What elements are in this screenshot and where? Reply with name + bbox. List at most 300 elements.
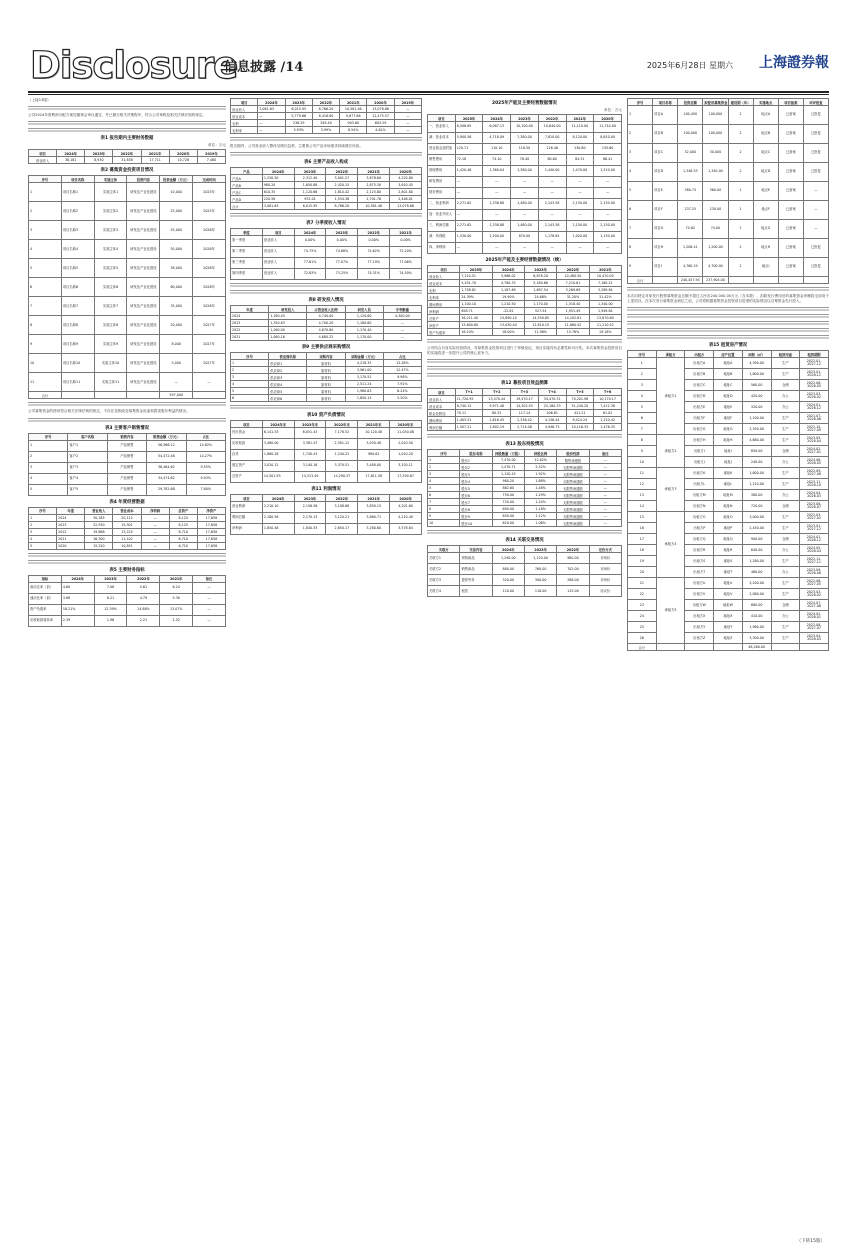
table-cell: 2 [728, 163, 753, 182]
table-cell: 13,225 [113, 528, 141, 535]
table-cell: 2,714.06 [511, 424, 539, 431]
table-cell: 已备案 [778, 106, 803, 125]
table-cell: 1,338.88 [483, 199, 511, 210]
column-header: 专利数量 [383, 306, 421, 313]
table-cell: — [483, 177, 511, 188]
table-row [231, 120, 422, 127]
paragraph: 本次向特定对象发行股票募集资金总额不超过人民币240,000.00万元（含本数），扣除发行费用后的募集资金净额将全部用于上述项目。在本次发行募集资金到位之前，公司将根据募集资金投资项目进度的实际情况以自筹资金先行投入。 [627, 294, 829, 304]
table-cell: — [538, 210, 566, 221]
table-row [428, 308, 622, 315]
table-cell: — [566, 243, 594, 254]
table-cell: 办公 [771, 490, 800, 501]
table-cell: 减：营业成本 [428, 133, 456, 144]
column-header: 营业收入 [85, 507, 113, 514]
table-cell: 2022 [231, 327, 269, 334]
table-cell: 130.80 [566, 144, 594, 155]
table-cell: 8,508.65 [455, 122, 483, 133]
table-cell: 13.07% [160, 604, 193, 615]
table-cell: — [383, 327, 421, 334]
table-row [428, 520, 622, 527]
table-cell: 营业成本 [428, 403, 456, 410]
table-cell: 项目名称2 [61, 202, 94, 221]
table-cell: 生产 [771, 622, 800, 633]
table-cell: 出租方W [685, 600, 714, 611]
table-cell: 供应商3 [269, 374, 307, 381]
table-cell: 31.20% [557, 294, 589, 301]
table-cell: 客户3 [68, 462, 107, 473]
table-cell: 10,728 [169, 157, 197, 164]
table-cell: 1,150.00 [594, 232, 622, 243]
table-cell: 3,061.63 [262, 203, 294, 210]
table-cell: — [455, 188, 483, 199]
column-header: 2021年 [589, 266, 621, 273]
table-cell: 6 [628, 201, 653, 220]
table-cell: 1,350.83 [269, 320, 307, 327]
table-cell: 速动比率（倍） [29, 593, 62, 604]
table-cell: 出租方F [685, 413, 714, 424]
table-row [231, 313, 422, 320]
table-row [428, 506, 622, 513]
table-row [428, 294, 622, 301]
table-cell: 研发及产业化建设 [127, 335, 160, 354]
column-header: 2022年 [326, 168, 358, 175]
column-header: 2024年 [262, 495, 294, 502]
rd-investment-table [230, 305, 422, 341]
table-cell: 3,878.60 [358, 175, 390, 182]
table-cell: 第二季度 [231, 247, 263, 258]
table-cell [778, 277, 803, 284]
column-header: 拟使用募集资金 [704, 100, 728, 105]
table-cell: 460.00 [742, 567, 771, 578]
table-cell: 34,474.62 [147, 473, 186, 484]
table-cell: 6,710 [169, 542, 197, 549]
table-cell: 2,150.00 [566, 221, 594, 232]
table-row [29, 528, 226, 535]
table-cell: 1,403.51 [455, 417, 483, 424]
table-cell: 380.74 [678, 182, 703, 201]
table-row [231, 127, 422, 134]
table-cell: 1.12% [524, 513, 556, 520]
table-cell: 19.90% [492, 294, 524, 301]
table-cell [714, 644, 743, 651]
table-cell: 1,960.00 [742, 622, 771, 633]
lessee-cell: 承租方4 [656, 512, 685, 578]
product-revenue-table [230, 167, 422, 210]
table-cell: 地点H [753, 239, 778, 258]
table-cell: — [193, 373, 226, 392]
table-cell: 13,030.40 [492, 322, 524, 329]
table-cell: 10,851 [113, 542, 141, 549]
table-cell: 营业利润 [231, 502, 263, 513]
table-cell [656, 644, 685, 651]
table-cell: 12.82% [524, 457, 556, 464]
table-cell: — [538, 177, 566, 188]
table-cell: 18.21% [61, 604, 94, 615]
table-cell: 25,000 [160, 202, 193, 221]
table-cell: 12.47% [383, 367, 421, 374]
table-row [628, 435, 829, 446]
table-cell: 14.27% [186, 451, 225, 462]
column-header: 序号 [29, 433, 68, 440]
column-header: 2020年 [390, 495, 422, 502]
table-cell: 2024.06-2026.05 [800, 457, 829, 468]
table-cell: 11 [29, 373, 62, 392]
table-row [29, 157, 226, 164]
table-row [428, 243, 622, 254]
table-cell [728, 277, 753, 284]
column-header: 2021年 [566, 115, 594, 122]
table-cell: 地址A [714, 358, 743, 369]
table-cell: 营业收入 [262, 247, 294, 258]
table-cell: 5 [29, 259, 62, 278]
column-header: 建设期（年） [728, 99, 753, 106]
column-header: 2023年 [294, 495, 326, 502]
table-row [29, 316, 226, 335]
table-cell: 2023.03-2028.02 [800, 589, 829, 600]
table-cell: 2022.09-2027.08 [800, 468, 829, 479]
table-cell: 8,766.20 [312, 106, 339, 113]
table-cell: 产品销售 [107, 473, 146, 484]
table-cell: 5.30 [160, 593, 193, 604]
table-cell: 生产 [771, 578, 800, 589]
table-cell: 650.00 [492, 513, 524, 520]
table-cell: 100,450 [678, 106, 703, 125]
table-cell: 2,080.00 [742, 589, 771, 600]
table-row [29, 440, 226, 451]
table-cell: 无限售流通股 [557, 478, 589, 485]
table-cell: 仓储 [771, 380, 800, 391]
table-cell: 3,480.00 [358, 461, 390, 472]
table-cell: 3 [29, 221, 62, 240]
table-row [231, 258, 422, 269]
table-cell: 220.58 [262, 196, 294, 203]
table-cell: 9,971.48 [483, 403, 511, 410]
table-cell: 5 [29, 484, 68, 495]
column-header: 2021年 [340, 99, 367, 106]
column-header: 项目 [428, 389, 456, 396]
table-cell: 11,744.00 [594, 122, 622, 133]
table-cell: 55,000 [160, 221, 193, 240]
column-header: 2022年 [358, 229, 390, 236]
column-header: 2021年 [358, 168, 390, 175]
table-cell: 存货 [231, 450, 263, 461]
table-cell: 56,566.12 [147, 440, 186, 451]
table-cell: 8,740.12 [455, 403, 483, 410]
table-row [231, 367, 422, 374]
column-header: 租赁期限 [800, 351, 829, 358]
table-cell: 7,178.52 [326, 428, 358, 439]
table-cell: — [511, 188, 539, 199]
table-cell: 6,710 [169, 535, 197, 542]
table-cell: 1,178.84 [538, 232, 566, 243]
table-cell: 3,370.51 [326, 461, 358, 472]
table-cell: 100,000 [703, 106, 728, 125]
table-cell: 地址Y [714, 622, 743, 633]
table-cell: 1.96 [94, 615, 127, 626]
table-cell: 2 [428, 464, 460, 471]
column-header: 2022年 [326, 495, 358, 502]
table-row [231, 450, 422, 461]
table-cell: — [594, 188, 622, 199]
table-cell: 4,718.09 [483, 133, 511, 144]
table-cell: 850.00 [742, 446, 771, 457]
table-cell: 二、营业利润 [428, 199, 456, 210]
column-header: 2020年 [169, 150, 197, 157]
table-cell: 项目名称11 [61, 373, 94, 392]
column-header: 2023年 [94, 575, 127, 582]
column-header: 2021年 [390, 229, 422, 236]
table-row [231, 203, 422, 210]
table-header-row [428, 389, 622, 396]
column-header: 投资金额（万元） [160, 176, 193, 183]
table-cell: 58,000 [160, 259, 193, 278]
table-cell: 5 [29, 542, 57, 549]
table-cell: 980.20 [492, 478, 524, 485]
table-cell: 产品C [231, 189, 263, 196]
column-header: 2023年 [511, 115, 539, 122]
table-cell: 7 [628, 424, 657, 435]
table-cell: 项目A [653, 106, 678, 125]
table-cell: 15 [628, 512, 657, 523]
table-cell: 关联方3 [428, 575, 460, 586]
table-cell: 营业税金及附加 [428, 144, 456, 155]
table-cell: 净利润 [231, 524, 263, 535]
table-cell: 出租方K [685, 468, 714, 479]
table-cell: 合计 [29, 392, 62, 399]
table-cell: 9 [29, 335, 62, 354]
table-cell: 2024 [231, 313, 269, 320]
table-cell: 项目名称10 [61, 354, 94, 373]
table-cell: 4 [628, 391, 657, 402]
table-cell: 1,380.04 [483, 166, 511, 177]
table-cell: 3.93% [285, 127, 312, 134]
column-header: 2025年 [460, 266, 492, 273]
table-cell: 9 [628, 258, 653, 277]
table-cell: 1,208.41 [678, 239, 703, 258]
table-row [29, 462, 226, 473]
table-cell: 6,878.20 [524, 273, 556, 280]
table-cell: 原材料 [307, 360, 345, 367]
table-cell: 5.61 [127, 582, 160, 593]
column-header: 序号 [628, 99, 653, 106]
column-header: 年度 [57, 507, 85, 514]
column-header: 环评批复 [803, 99, 828, 106]
table-cell: 实施主体1 [94, 183, 127, 202]
table-cell: 项目名称8 [61, 316, 94, 335]
table-cell: 营业收入 [262, 258, 294, 269]
table-cell: 8.54% [340, 127, 367, 134]
table-cell: 2023 [57, 521, 85, 528]
table-row [29, 451, 226, 462]
table-cell: — [383, 320, 421, 327]
column-header: 项目名称 [653, 99, 678, 106]
table-cell: 研发及产业化建设 [127, 278, 160, 297]
table-caption: 表5 主要财务指标 [109, 567, 145, 573]
table-cell: 1,180.60 [345, 320, 383, 327]
table-cell: 1,100.00 [742, 413, 771, 424]
column-header: 2022年末 [326, 421, 358, 428]
table-unit: 单位：万元 [604, 108, 622, 112]
table-cell: 980.20 [262, 182, 294, 189]
table-row [428, 396, 622, 403]
column-header: 占营业收入比例 [307, 306, 345, 313]
table-cell: 原材料 [307, 374, 345, 381]
table-cell: 3,381.47 [294, 439, 326, 450]
table-cell: 527.54 [524, 308, 556, 315]
table-cell: — [483, 188, 511, 199]
table-row [428, 403, 622, 410]
table-cell: 总资产 [231, 472, 263, 483]
table-cell: — [511, 243, 539, 254]
table-cell: 8,416.80 [312, 113, 339, 120]
table-cell: 1 [728, 220, 753, 239]
table-cell: 1.29% [524, 492, 556, 499]
table-cell: 4,780.33 [492, 280, 524, 287]
table-cell: 提供劳务 [460, 575, 492, 586]
table-cell: 生产 [771, 633, 800, 644]
table-cell: 0.00% [358, 236, 390, 247]
column-header: 销售内容 [107, 433, 146, 440]
table-cell: 2022.10-2027.09 [800, 424, 829, 435]
table-cell: 31.42% [589, 294, 621, 301]
column-header: 2024年 [61, 575, 94, 582]
table-cell: 3,120.21 [326, 513, 358, 524]
table-row [29, 521, 226, 528]
table-cell: — [258, 120, 285, 127]
table-cell: 出租方P [685, 523, 714, 534]
table-cell: 11,210.52 [589, 322, 621, 329]
table-cell: 2,143.58 [538, 221, 566, 232]
publication-date: 2025年6月28日 星期六 [646, 61, 733, 70]
table-cell: 4,740.00 [307, 313, 345, 320]
column-header: 2022年 [113, 150, 141, 157]
table-cell: 2022 [57, 528, 85, 535]
table-cell: 生产 [771, 358, 800, 369]
table-cell: 股东3 [460, 471, 492, 478]
table-cell: 3,860.71 [358, 513, 390, 524]
column-header: 备注 [589, 450, 621, 457]
table-cell: 5,000 [160, 354, 193, 373]
table-cell: 74.00 [703, 220, 728, 239]
table-cell: 4.79 [127, 593, 160, 604]
table-cell: 1,260.00 [269, 327, 307, 334]
table-cell: 2,150.00 [594, 199, 622, 210]
table-cell: 3 [628, 380, 657, 391]
table-cell: 地址I [714, 446, 743, 457]
table-cell: 地址S [714, 556, 743, 567]
table-row [428, 133, 622, 144]
financial-indicators-table [28, 575, 226, 627]
table-cell: 61.02 [594, 410, 622, 417]
table-cell: 4.61% [367, 127, 394, 134]
table-cell: 118.50 [511, 144, 539, 155]
table-cell: 1,850.48 [262, 524, 294, 535]
table-cell: 地址R [714, 545, 743, 556]
table-cell: 一、营业收入 [428, 122, 456, 133]
table-cell: 8,930 [85, 157, 113, 164]
table-cell: 7.06 [94, 582, 127, 593]
table-cell: 1 [628, 106, 653, 125]
table-row [231, 513, 422, 524]
table-cell: 2,511.24 [345, 381, 383, 388]
table-cell: 14,501.93 [262, 472, 294, 483]
table-cell: 34,470.31 [538, 396, 566, 403]
table-cell: 项目名称4 [61, 240, 94, 259]
table-cell: 研发及产业化建设 [127, 259, 160, 278]
table-cell: 毛利 [428, 287, 460, 294]
table-cell: 项目D [653, 163, 678, 182]
table-cell: 3,850.15 [358, 502, 390, 513]
table-cell: 349.40 [312, 120, 339, 127]
table-cell: 总资产 [428, 315, 460, 322]
table-cell: 4,300.00 [383, 313, 421, 320]
column-header: 租赁用途 [771, 351, 800, 358]
table-cell: 12,810.15 [524, 322, 556, 329]
table-cell: 932.01 [294, 196, 326, 203]
table-cell: 管理费用 [428, 166, 456, 177]
table-cell: 2024.05-2026.04 [800, 545, 829, 556]
table-cell: 2023.08-2026.07 [800, 501, 829, 512]
table-cell: 供应商4 [269, 381, 307, 388]
table-row [231, 236, 422, 247]
table-cell: 项目名称9 [61, 335, 94, 354]
table-cell: 74.31% [358, 269, 390, 280]
table-cell [800, 644, 829, 651]
table-row [428, 471, 622, 478]
table-row [231, 360, 422, 367]
table-header-row [231, 421, 422, 428]
table-cell: 3 [628, 144, 653, 163]
table-cell: 2,150.00 [566, 199, 594, 210]
table-row [628, 258, 829, 277]
table-cell: 4,210.40 [390, 513, 422, 524]
table-cell: 13,600.80 [460, 322, 492, 329]
table-cell: 117.14 [511, 410, 539, 417]
table-cell: 702.00 [557, 564, 589, 575]
table-cell: 研发及产业化建设 [127, 221, 160, 240]
table-cell: 1,470.00 [566, 166, 594, 177]
table-cell: 项目名称7 [61, 297, 94, 316]
table-cell: 2025年 [193, 183, 226, 202]
table-cell: 2.21 [127, 615, 160, 626]
table-cell: 仓储 [771, 446, 800, 457]
table-cell: — [394, 106, 421, 113]
column-header: 2024年 [492, 546, 524, 553]
table-cell: 5,968.02 [492, 273, 524, 280]
column-header: 股东名称 [460, 450, 492, 457]
paragraph: 公司结合自身实际经营情况，对募集资金投资项目进行了审慎论证，项目实施具有必要性和可行性。本次募集资金投资项目的实施将进一步提升公司的核心竞争力。 [427, 346, 622, 356]
table-cell: 3 [29, 528, 57, 535]
table-cell: 2023.04-2028.03 [800, 633, 829, 644]
table-cell: 1,480.00 [511, 199, 539, 210]
table-cell: 出租方U [685, 578, 714, 589]
table-cell: 3.88 [61, 593, 94, 604]
table-cell: 6,087.13 [483, 122, 511, 133]
table-cell: 2 [728, 239, 753, 258]
table-cell: — [589, 464, 621, 471]
table-row [628, 163, 829, 182]
table-cell: 2,446.01 [390, 196, 422, 203]
table-cell: 1,740.43 [294, 450, 326, 461]
table-cell: 2.39 [61, 615, 94, 626]
table-cell: 8,125 [169, 514, 197, 521]
table-cell: 72.20% [390, 247, 422, 258]
table-cell: 地点C [753, 144, 778, 163]
table-caption: 2025年产能及主要经营数据情况 [492, 101, 557, 106]
table-cell: 6 [29, 278, 62, 297]
table-cell: 市场价 [589, 575, 621, 586]
column-header: 房产位置 [714, 351, 743, 358]
